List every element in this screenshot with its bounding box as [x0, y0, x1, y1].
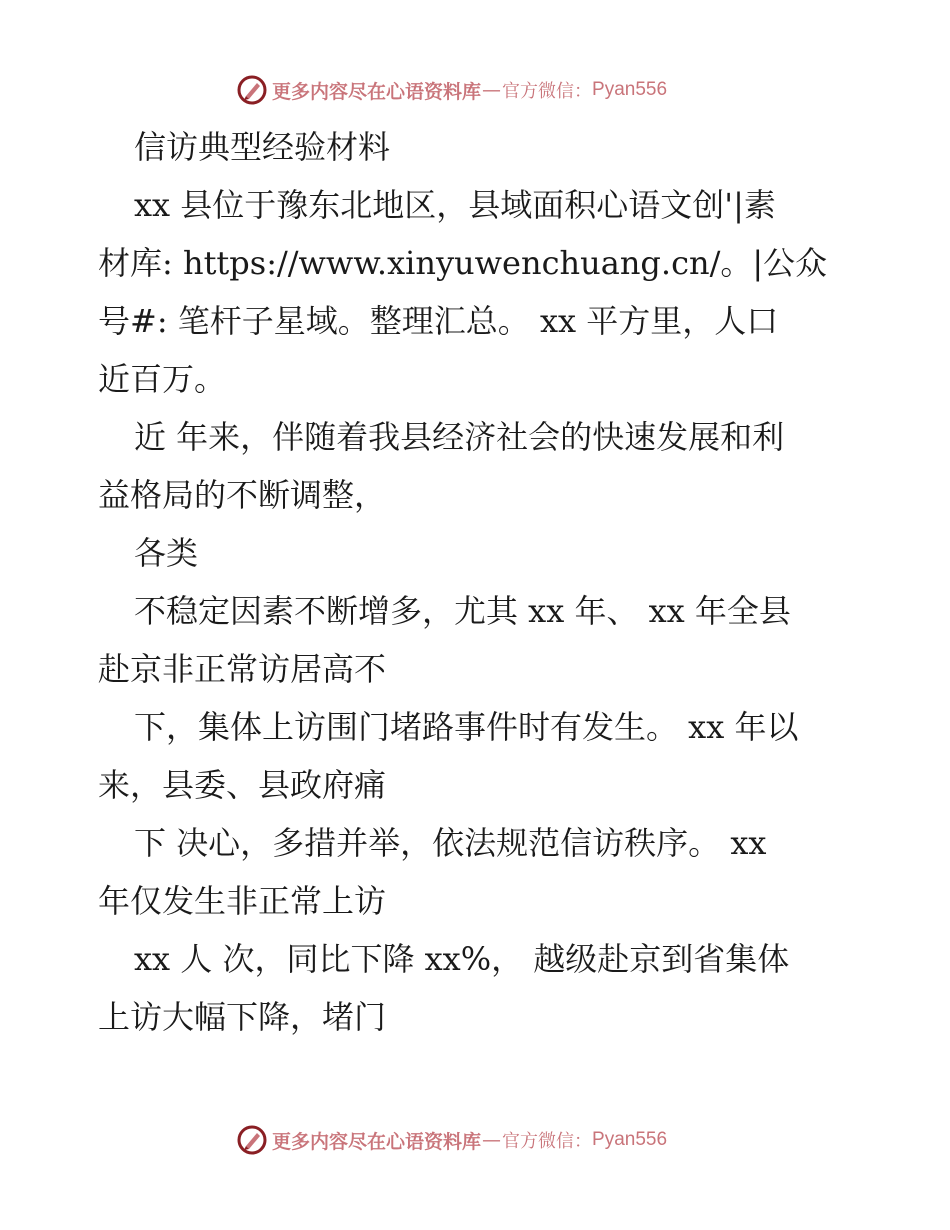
paragraph-line: 赴京非正常访居高不	[98, 650, 387, 688]
paragraph-line: 各类	[134, 534, 199, 572]
document-body	[98, 118, 858, 1046]
paragraph-line: xx 县位于豫东北地区，县域面积心语文创'|素	[134, 186, 776, 224]
pen-nib-circle-icon	[236, 74, 268, 106]
footer-watermark-banner	[236, 1123, 667, 1157]
paragraph-line: xx 人 次，同比下降 xx%， 越级赴京到省集体	[134, 940, 790, 978]
paragraph-line: 上访大幅下降，堵门	[98, 998, 387, 1036]
paragraph-line: 近 年来，伴随着我县经济社会的快速发展和利	[134, 418, 785, 456]
watermark-text: 更多内容尽在心语资料库	[272, 80, 482, 103]
paragraph-line: 号#: 笔杆子星域。整理汇总。 xx 平方里，人口	[98, 302, 779, 340]
paragraph-line: 材库: https://www.xinyuwenchuang.cn/。|公众	[98, 244, 828, 282]
paragraph-line: 近百万。	[98, 360, 227, 398]
document-title: 信访典型经验材料	[134, 128, 391, 166]
watermark-wechat-id: Pyan556	[592, 79, 668, 100]
watermark-dash: —	[482, 1129, 502, 1151]
pen-nib-circle-icon	[236, 1124, 268, 1156]
watermark-wechat-id: Pyan556	[592, 1129, 668, 1150]
paragraph-line: 来，县委、县政府痛	[98, 766, 387, 804]
header-watermark-banner	[236, 73, 667, 107]
watermark-wechat-label: 官方微信：	[502, 1131, 593, 1152]
paragraph-line: 益格局的不断调整，	[98, 476, 387, 514]
paragraph-line: 不稳定因素不断增多，尤其 xx 年、 xx 年全县	[134, 592, 791, 630]
watermark-text: 更多内容尽在心语资料库	[272, 1130, 482, 1153]
watermark-dash: —	[482, 79, 502, 101]
watermark-wechat-label: 官方微信：	[502, 81, 593, 102]
paragraph-line: 下 决心，多措并举，依法规范信访秩序。 xx	[134, 824, 767, 862]
paragraph-line: 年仅发生非正常上访	[98, 882, 387, 920]
paragraph-line: 下，集体上访围门堵路事件时有发生。 xx 年以	[134, 708, 799, 746]
